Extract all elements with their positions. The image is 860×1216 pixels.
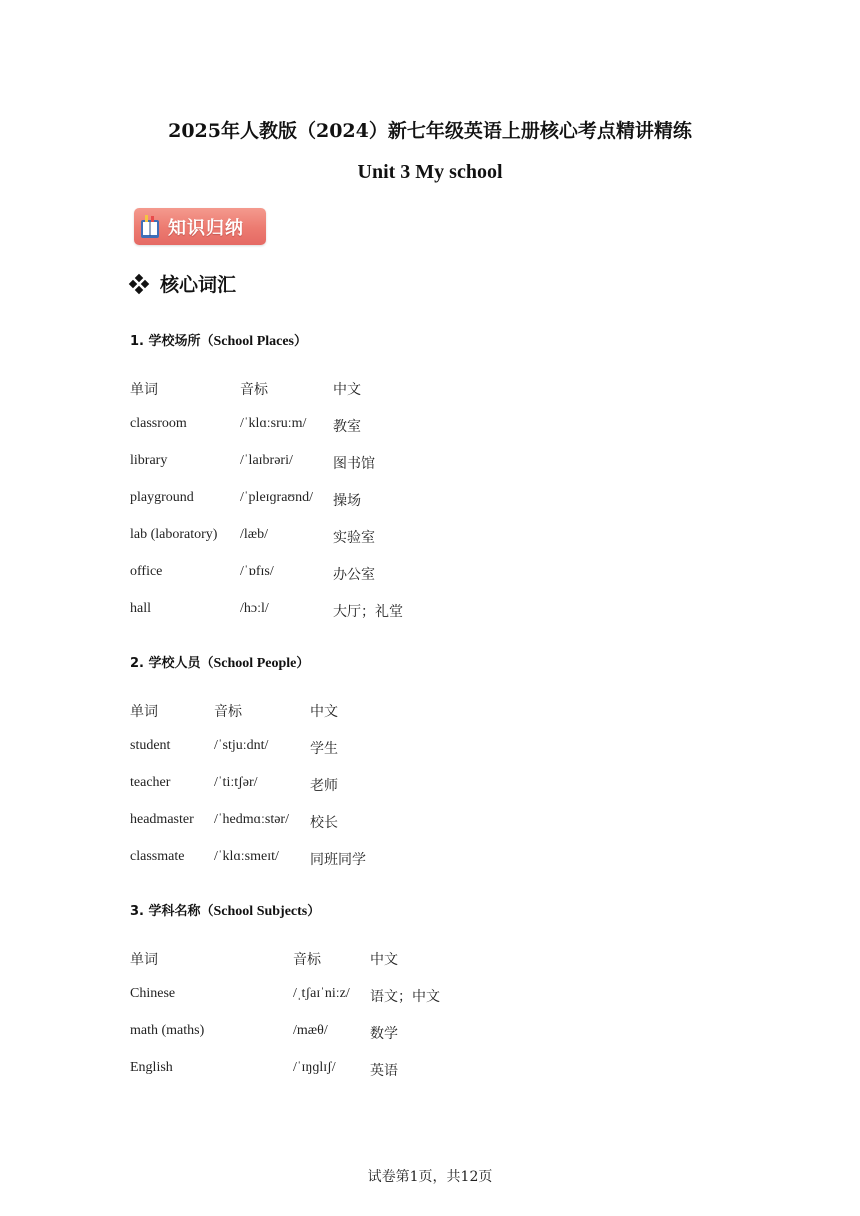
chinese-cell: 校长: [310, 815, 338, 831]
chinese-cell: 英语: [370, 1063, 398, 1079]
chinese-cell: 同班同学: [310, 852, 366, 868]
header-phonetic: 音标: [214, 704, 242, 720]
chinese-cell: 大厅；礼堂: [333, 604, 403, 620]
banner-label: 知识归纳: [168, 217, 244, 239]
subheading-school-subjects: [130, 900, 320, 920]
phonetic-cell: /ˈlaɪbrəri/: [240, 453, 293, 468]
book-icon: [139, 214, 161, 240]
word-cell: math (maths): [130, 1023, 205, 1038]
header-phonetic: 音标: [293, 952, 321, 968]
subheading-school-people: [130, 652, 309, 672]
phonetic-cell: /ˈpleɪɡraʊnd/: [240, 490, 313, 505]
subheading-cn: 3. 学科名称（: [130, 904, 214, 919]
phonetic-cell: /ˈklɑːsmeɪt/: [214, 849, 279, 864]
chinese-cell: 老师: [310, 778, 338, 794]
subheading-cn: 1. 学校场所（: [130, 334, 214, 349]
subheading-en: School People: [213, 656, 297, 671]
chinese-cell: 实验室: [333, 530, 375, 546]
header-phonetic: 音标: [240, 382, 268, 398]
subheading-end: ）: [294, 334, 308, 349]
header-word: 单词: [130, 704, 158, 720]
document-title: 2025年人教版（2024）新七年级英语上册核心考点精讲精练: [168, 120, 692, 142]
subheading-en: School Subjects: [213, 904, 308, 919]
section-heading-label: 核心词汇: [160, 274, 237, 296]
word-cell: classroom: [130, 416, 187, 431]
word-cell: playground: [130, 490, 194, 505]
phonetic-cell: /ˈɒfɪs/: [240, 564, 274, 579]
document-subtitle: Unit 3 My school: [357, 161, 503, 183]
word-cell: headmaster: [130, 812, 194, 827]
chinese-cell: 图书馆: [333, 456, 375, 472]
knowledge-summary-banner: [134, 208, 266, 245]
section-heading: [130, 270, 236, 297]
phonetic-cell: /ˈɪŋɡlɪʃ/: [293, 1060, 336, 1075]
chinese-cell: 数学: [370, 1026, 398, 1042]
phonetic-cell: /ˈhedmɑːstər/: [214, 812, 289, 827]
chinese-cell: 学生: [310, 741, 338, 757]
phonetic-cell: /mæθ/: [293, 1023, 328, 1038]
word-cell: office: [130, 564, 163, 579]
header-chinese: 中文: [310, 704, 338, 720]
chinese-cell: 办公室: [333, 567, 375, 583]
phonetic-cell: /hɔːl/: [240, 601, 269, 616]
chinese-cell: 语文；中文: [370, 989, 440, 1005]
phonetic-cell: /ˌtʃaɪˈniːz/: [293, 986, 350, 1001]
page-footer: 试卷第1页，共12页: [367, 1169, 493, 1185]
phonetic-cell: /ˈtiːtʃər/: [214, 775, 258, 790]
subheading-school-places: [130, 330, 307, 350]
four-diamond-icon: [130, 275, 148, 293]
word-cell: library: [130, 453, 168, 468]
phonetic-cell: /ˈstjuːdnt/: [214, 738, 269, 753]
subheading-end: ）: [307, 904, 321, 919]
header-chinese: 中文: [333, 382, 361, 398]
header-chinese: 中文: [370, 952, 398, 968]
subheading-en: School Places: [213, 334, 295, 349]
word-cell: Chinese: [130, 986, 176, 1001]
word-cell: hall: [130, 601, 151, 616]
phonetic-cell: /ˈklɑːsruːm/: [240, 416, 307, 431]
word-cell: English: [130, 1060, 173, 1075]
phonetic-cell: /læb/: [240, 527, 269, 542]
word-cell: teacher: [130, 775, 171, 790]
word-cell: classmate: [130, 849, 185, 864]
chinese-cell: 操场: [333, 493, 361, 509]
word-cell: student: [130, 738, 171, 753]
subheading-end: ）: [296, 656, 310, 671]
header-word: 单词: [130, 952, 158, 968]
word-cell: lab (laboratory): [130, 527, 218, 542]
chinese-cell: 教室: [333, 419, 361, 435]
header-word: 单词: [130, 382, 158, 398]
subheading-cn: 2. 学校人员（: [130, 656, 214, 671]
